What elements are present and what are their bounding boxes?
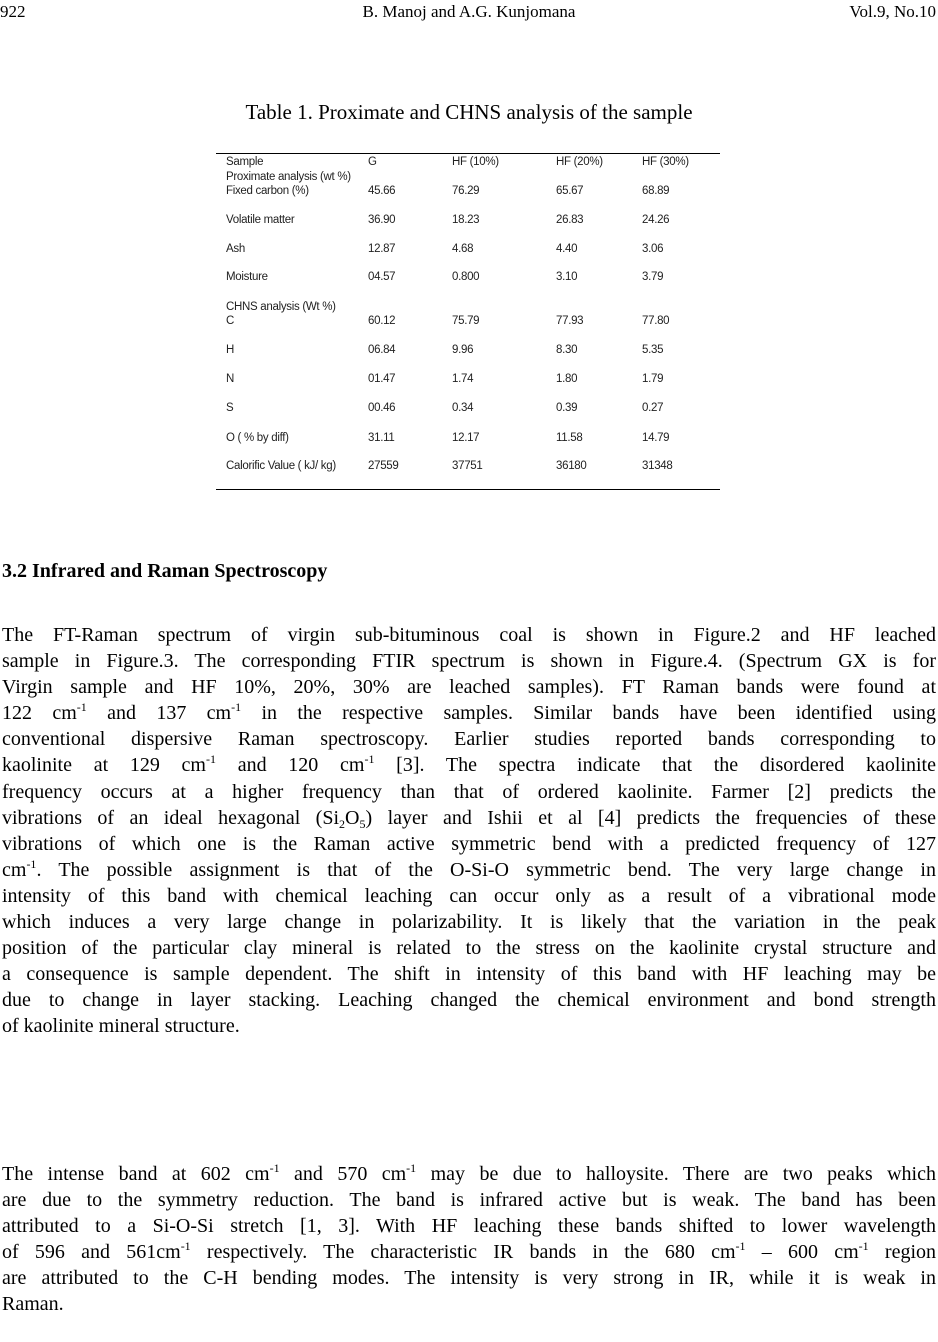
section-label: Proximate analysis (wt %)	[226, 171, 351, 183]
text-run: 122 cm	[2, 702, 77, 725]
table-cell: 06.84	[368, 344, 396, 356]
table-cell: 0.34	[452, 402, 474, 414]
table-cell: 77.80	[642, 315, 670, 327]
column-header: HF (10%)	[452, 156, 499, 168]
row-label: Moisture	[226, 271, 268, 283]
text-line: sample in Figure.3. The corresponding FTIR spectrum is shown in Figure.4. (Spectrum GX is for	[2, 650, 936, 673]
text-line	[2, 1161, 936, 1187]
page-number: 922	[0, 2, 26, 21]
table-cell: 31348	[642, 460, 673, 472]
table-row	[216, 271, 720, 287]
text-line	[2, 805, 936, 831]
text-run: O	[345, 806, 360, 829]
table-cell: 1.79	[642, 373, 664, 385]
text-run: cm	[2, 858, 27, 881]
row-label: Ash	[226, 243, 245, 255]
text-line: The FT-Raman spectrum of virgin sub-bituminous coal is shown in Figure.2 and HF leached	[2, 624, 936, 646]
text-run: ) layer and Ishii et al [4] predicts the frequencies of these	[365, 806, 937, 829]
text-run: and 137 cm	[86, 702, 232, 725]
table-cell: 31.11	[368, 432, 395, 444]
text-run: – 600 cm	[745, 1241, 859, 1264]
table-cell: 37751	[452, 460, 483, 472]
section-label: CHNS analysis (Wt %)	[226, 301, 336, 313]
text-run: . The possible assignment is that of the O-Si-O symmetric bend. The very large change in	[36, 858, 936, 881]
table-cell: 65.67	[556, 185, 584, 197]
paragraph-1	[2, 622, 936, 1040]
table-cell: 4.40	[556, 243, 578, 255]
text-line: which induces a very large change in polarizability. It is likely that the variation in the peak	[2, 911, 936, 934]
table-cell: 14.79	[642, 432, 670, 444]
text-line: of kaolinite mineral structure.	[2, 1015, 240, 1038]
text-line: due to change in layer stacking. Leaching changed the chemical environment and bond strength	[2, 989, 936, 1012]
column-header: Sample	[226, 156, 264, 168]
table-row	[216, 432, 720, 448]
superscript: -1	[735, 1239, 746, 1254]
table-cell: 3.79	[642, 271, 664, 283]
text-line: are attributed to the C-H bending modes. The intensity is very strong in IR, while it is weak in	[2, 1267, 936, 1290]
row-label: S	[226, 402, 234, 414]
paragraph-2	[2, 1161, 936, 1318]
table-cell: 04.57	[368, 271, 396, 283]
table-cell: 0.27	[642, 402, 664, 414]
row-label: O ( % by diff)	[226, 432, 289, 444]
superscript: -1	[858, 1239, 869, 1254]
text-run: respectively. The characteristic IR bands in the 680 cm	[190, 1241, 736, 1264]
text-line	[2, 752, 936, 778]
table-header-row	[216, 156, 720, 172]
table-row	[216, 402, 720, 418]
column-header: G	[368, 156, 377, 168]
table-cell: 77.93	[556, 315, 584, 327]
table-cell: 76.29	[452, 185, 480, 197]
table-cell: 0.800	[452, 271, 480, 283]
table-row	[216, 185, 720, 201]
table-caption: Table 1. Proximate and CHNS analysis of the sample	[245, 100, 693, 124]
table-cell: 60.12	[368, 315, 396, 327]
text-run: [3]. The spectra indicate that the disordered kaolinite	[374, 754, 936, 777]
column-header: HF (30%)	[642, 156, 689, 168]
row-label: H	[226, 344, 235, 356]
superscript: -1	[76, 700, 87, 715]
running-authors: B. Manoj and A.G. Kunjomana	[362, 2, 576, 21]
text-run: in the respective samples. Similar bands have been identified using	[241, 702, 937, 725]
table-cell: 4.68	[452, 243, 474, 255]
text-line: position of the particular clay mineral is related to the stress on the kaolinite crystal structure and	[2, 937, 936, 960]
table-cell: 75.79	[452, 315, 480, 327]
row-label: C	[226, 315, 235, 327]
table-cell: 26.83	[556, 214, 584, 226]
text-line	[2, 857, 936, 883]
table-cell: 1.74	[452, 373, 474, 385]
text-run: and 570 cm	[279, 1163, 407, 1185]
table-cell: 5.35	[642, 344, 664, 356]
text-run: vibrations of an ideal hexagonal (Si	[2, 806, 340, 829]
table-cell: 00.46	[368, 402, 396, 414]
subscript: 5	[359, 816, 366, 831]
table-row	[216, 373, 720, 389]
table-cell: 3.10	[556, 271, 578, 283]
text-line: are due to the symmetry reduction. The band is infrared active but is weak. The band has been	[2, 1189, 936, 1212]
text-line: attributed to a Si-O-Si stretch [1, 3]. With HF leaching these bands shifted to lower wavelength	[2, 1215, 936, 1238]
text-line: Raman.	[2, 1293, 64, 1316]
text-line: intensity of this band with chemical leaching can occur only as a result of a vibrational mode	[2, 884, 936, 907]
table-cell: 11.58	[556, 432, 583, 444]
superscript: -1	[26, 856, 37, 871]
table-cell: 0.39	[556, 402, 578, 414]
row-label: Fixed carbon (%)	[226, 185, 309, 197]
table-cell: 3.06	[642, 243, 664, 255]
text-run: kaolinite at 129 cm	[2, 754, 206, 777]
text-line: frequency occurs at a higher frequency than that of ordered kaolinite. Farmer [2] predicts the	[2, 780, 936, 803]
superscript: -1	[180, 1239, 191, 1254]
text-line: Virgin sample and HF 10%, 20%, 30% are leached samples). FT Raman bands were found at	[2, 676, 936, 699]
superscript: -1	[269, 1161, 280, 1175]
superscript: -1	[406, 1161, 417, 1175]
column-header: HF (20%)	[556, 156, 603, 168]
text-line	[2, 1239, 936, 1265]
table-cell: 12.87	[368, 243, 396, 255]
table-row	[216, 344, 720, 360]
table-cell: 45.66	[368, 185, 396, 197]
text-run: may be due to halloysite. There are two peaks which	[416, 1163, 936, 1185]
text-run: region	[868, 1241, 936, 1264]
table-cell: 36.90	[368, 214, 396, 226]
text-line: conventional dispersive Raman spectroscopy. Earlier studies reported bands corresponding to	[2, 728, 936, 751]
table-cell: 68.89	[642, 185, 670, 197]
table-cell: 12.17	[452, 432, 480, 444]
section-heading: 3.2 Infrared and Raman Spectroscopy	[2, 560, 328, 582]
superscript: -1	[364, 752, 375, 767]
text-run: and 120 cm	[216, 754, 365, 777]
table-cell: 18.23	[452, 214, 480, 226]
subscript: 2	[339, 816, 346, 831]
table-row	[216, 214, 720, 230]
row-label: Calorific Value ( kJ/ kg)	[226, 460, 336, 472]
text-line: vibrations of which one is the Raman active symmetric bend with a predicted frequency of 127	[2, 832, 936, 855]
text-run: of 596 and 561cm	[2, 1241, 181, 1264]
table-row	[216, 460, 720, 476]
table-cell: 36180	[556, 460, 587, 472]
volume-info: Vol.9, No.10	[849, 2, 936, 21]
table-cell: 1.80	[556, 373, 578, 385]
text-run: The intense band at 602 cm	[2, 1163, 270, 1185]
superscript: -1	[206, 752, 216, 767]
table-cell: 27559	[368, 460, 399, 472]
table-cell: 9.96	[452, 344, 474, 356]
row-label: N	[226, 373, 235, 385]
analysis-table	[216, 153, 720, 490]
table-row	[216, 315, 720, 331]
text-line	[2, 700, 936, 726]
table-cell: 01.47	[368, 373, 396, 385]
table-cell: 8.30	[556, 344, 578, 356]
row-label: Volatile matter	[226, 214, 295, 226]
superscript: -1	[231, 700, 242, 715]
text-line: a consequence is sample dependent. The shift in intensity of this band with HF leaching may be	[2, 963, 936, 986]
page-header	[0, 0, 938, 26]
table-row	[216, 243, 720, 259]
table-cell: 24.26	[642, 214, 670, 226]
